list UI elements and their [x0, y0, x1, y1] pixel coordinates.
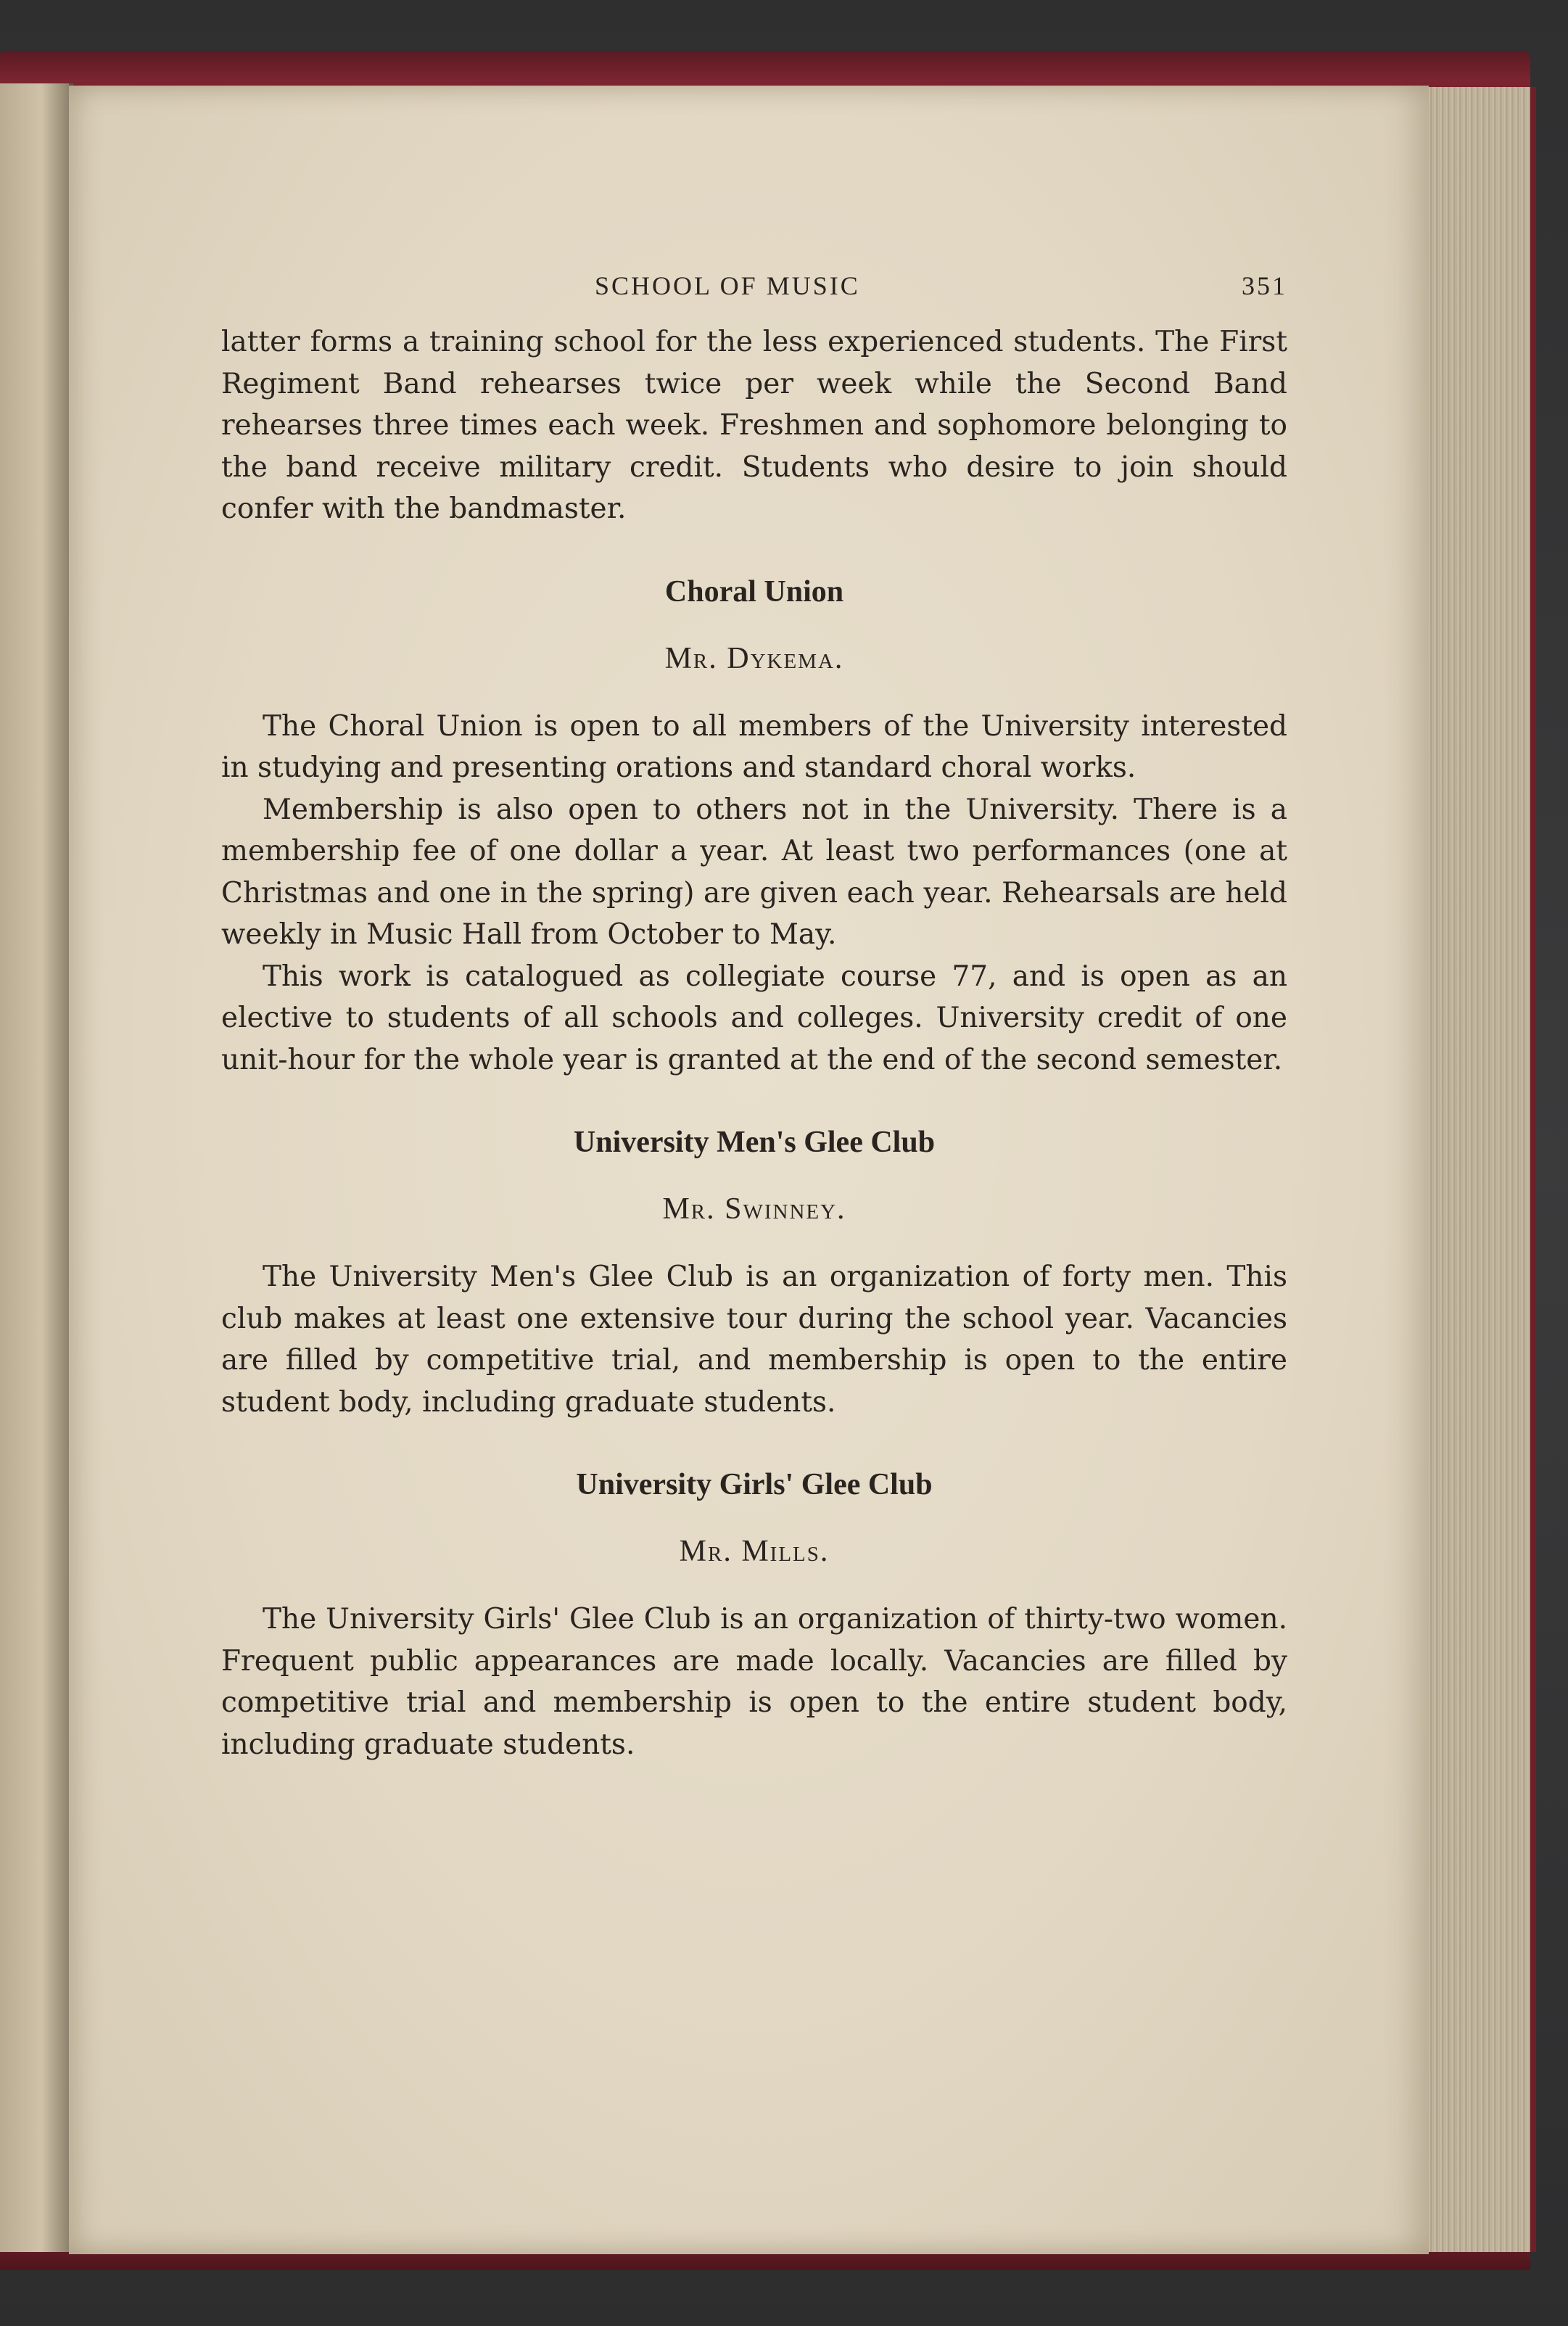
- girls-glee-club-paragraph: The University Girls' Glee Club is an organization of thirty-two women. Frequent public appearances are made locally. Vacancies are filled by competitive trial and membership is open to the entire student body, including graduate students.: [221, 1603, 1287, 1761]
- choral-union-paragraph-1: The Choral Union is open to all members of the University interested in studying and presenting orations and standard choral works.: [221, 709, 1287, 784]
- intro-paragraph: latter forms a training school for the less experienced students. The First Regiment Band rehearses twice per week while the Second Band rehearses three times each week. Freshmen and sophomore belonging to the band receive military credit. Students who desire to join should confer with the bandmaster.: [221, 326, 1287, 525]
- section-heading-girls-glee-club: University Girls' Glee Club: [576, 1468, 933, 1501]
- section-heading-mens-glee-club: University Men's Glee Club: [573, 1126, 936, 1159]
- choral-union-paragraph-2: Membership is also open to others not in the University. There is a membership fee of one dollar a year. At least two performances (one at Christmas and one in the spring) are given each year. Rehearsals are held weekly in Music Hall from October to May.: [221, 793, 1287, 951]
- director-girls-glee-club: Mr. Mills.: [679, 1535, 830, 1568]
- mens-glee-club-paragraph: The University Men's Glee Club is an organization of forty men. This club makes at least one extensive tour during the school year. Vacancies are filled by competitive trial, and membership is open to the entire student body, including graduate students.: [221, 1261, 1287, 1419]
- director-choral-union: Mr. Dykema.: [664, 641, 844, 675]
- page-content: [221, 257, 1287, 1765]
- director-mens-glee-club: Mr. Swinney.: [662, 1192, 846, 1226]
- running-head-title: SCHOOL OF MUSIC: [595, 271, 860, 300]
- section-heading-choral-union: Choral Union: [664, 574, 844, 609]
- choral-union-paragraph-3: This work is catalogued as collegiate course 77, and is open as an elective to students of all schools and colleges. University credit of one unit-hour for the whole year is granted at the end of the second semester.: [221, 960, 1287, 1076]
- facing-page-edge: [0, 83, 73, 2252]
- running-head: [221, 257, 1287, 301]
- page-stack-edges: [1421, 87, 1536, 2252]
- page-number: 351: [1242, 271, 1287, 300]
